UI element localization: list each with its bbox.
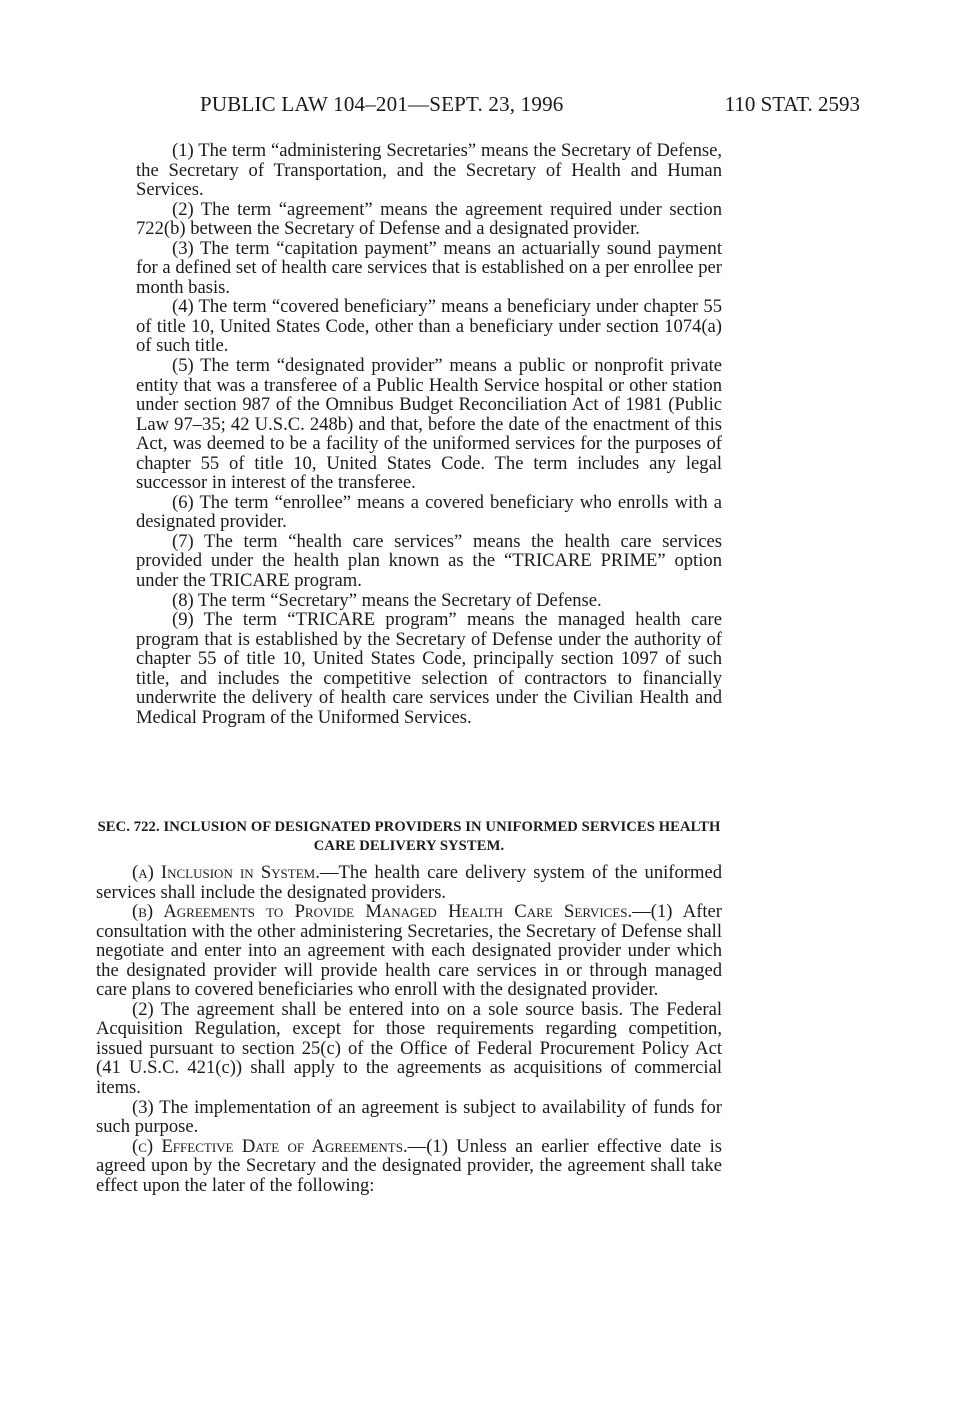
definition-paragraph: (3) The term “capitation payment” means an actuarially sound payment for a defined set of health care services that is established on a per enrollee per month basis.: [136, 237, 722, 298]
section-body: [96, 863, 722, 1195]
subsection-a-heading: (a) Inclusion in System.—: [132, 862, 339, 883]
definition-paragraph: (9) The term “TRICARE program” means the managed health care program that is established by the Secretary of Defense under the authority of chapter 55 of title 10, United States Code, principally section 1097 of such title, and includes the competitive selection of contractors to financially underwrite the delivery of health care services under the Civilian Health and Medical Program of the Uniformed Services.: [136, 609, 722, 728]
definition-paragraph: (2) The term “agreement” means the agreement required under section 722(b) between the Secretary of Defense and a designated provider.: [136, 198, 722, 240]
section-heading: SEC. 722. INCLUSION OF DESIGNATED PROVIDERS IN UNIFORMED SERVICES HEALTH CARE DELIVERY SYSTEM.: [97, 819, 721, 854]
definition-paragraph: (8) The term “Secretary” means the Secretary of Defense.: [172, 589, 602, 611]
definition-paragraph: (4) The term “covered beneficiary” means a beneficiary under chapter 55 of title 10, United States Code, other than a beneficiary under section 1074(a) of such title.: [136, 296, 722, 357]
page-header: [0, 92, 953, 120]
subsection-b-heading: (b) Agreements to Provide Managed Health Care Services.—: [132, 901, 651, 923]
subsection-a: [96, 863, 722, 902]
definition-paragraph: (7) The term “health care services” means the health care services provided under the health plan known as the “TRICARE PRIME” option under the TRICARE program.: [136, 530, 722, 592]
page-stat-number: 110 STAT. 2593: [724, 92, 860, 116]
subsection-b1: [96, 902, 722, 1000]
subsection-c1-text: (1) Unless an earlier effective date is agreed upon by the Secretary and the designated provider, the agreement shall take effect upon the later of the following:: [96, 1135, 722, 1196]
subsection-b2: (2) The agreement shall be entered into on a sole source basis. The Federal Acquisition Regulation, except for those requirements regarding competition, issued pursuant to section 25(c) of the Office of Federal Procurement Policy Act (41 U.S.C. 421(c)) shall apply to the agreements as acquisitions of commercial items.: [96, 998, 722, 1099]
definitions-list: [136, 141, 722, 727]
definition-paragraph: (1) The term “administering Secretaries” means the Secretary of Defense, the Secretary of Transportation, and the Secretary of Health and Human Services.: [136, 140, 722, 201]
subsection-c-heading: (c) Effective Date of Agreements.—: [132, 1135, 427, 1157]
subsection-c1: [96, 1137, 722, 1196]
subsection-b1-text: (1) After consultation with the other administering Secretaries, the Secretary of Defense shall negotiate and enter into an agreement with each designated provider under which the designated provider will provide health care services in or through managed care plans to covered beneficiaries who enroll with the designated provider.: [96, 901, 722, 1001]
subsection-b3: (3) The implementation of an agreement is subject to availability of funds for such purpose.: [96, 1096, 722, 1138]
subsection-a-text: The health care delivery system of the uniformed services shall include the designated providers.: [96, 862, 722, 903]
page-header-title: PUBLIC LAW 104–201—SEPT. 23, 1996: [200, 92, 564, 116]
definition-paragraph: (6) The term “enrollee” means a covered beneficiary who enrolls with a designated provider.: [136, 491, 722, 533]
definition-paragraph: (5) The term “designated provider” means a public or nonprofit private entity that was a transferee of a Public Health Service hospital or other station under section 987 of the Omnibus Budget Reconciliation Act of 1981 (Public Law 97–35; 42 U.S.C. 248b) and that, before the date of the enactment of this Act, was deemed to be a facility of the uniformed services for the purposes of chapter 55 of title 10, United States Code. The term includes any legal successor in interest of the transferee.: [136, 355, 722, 494]
